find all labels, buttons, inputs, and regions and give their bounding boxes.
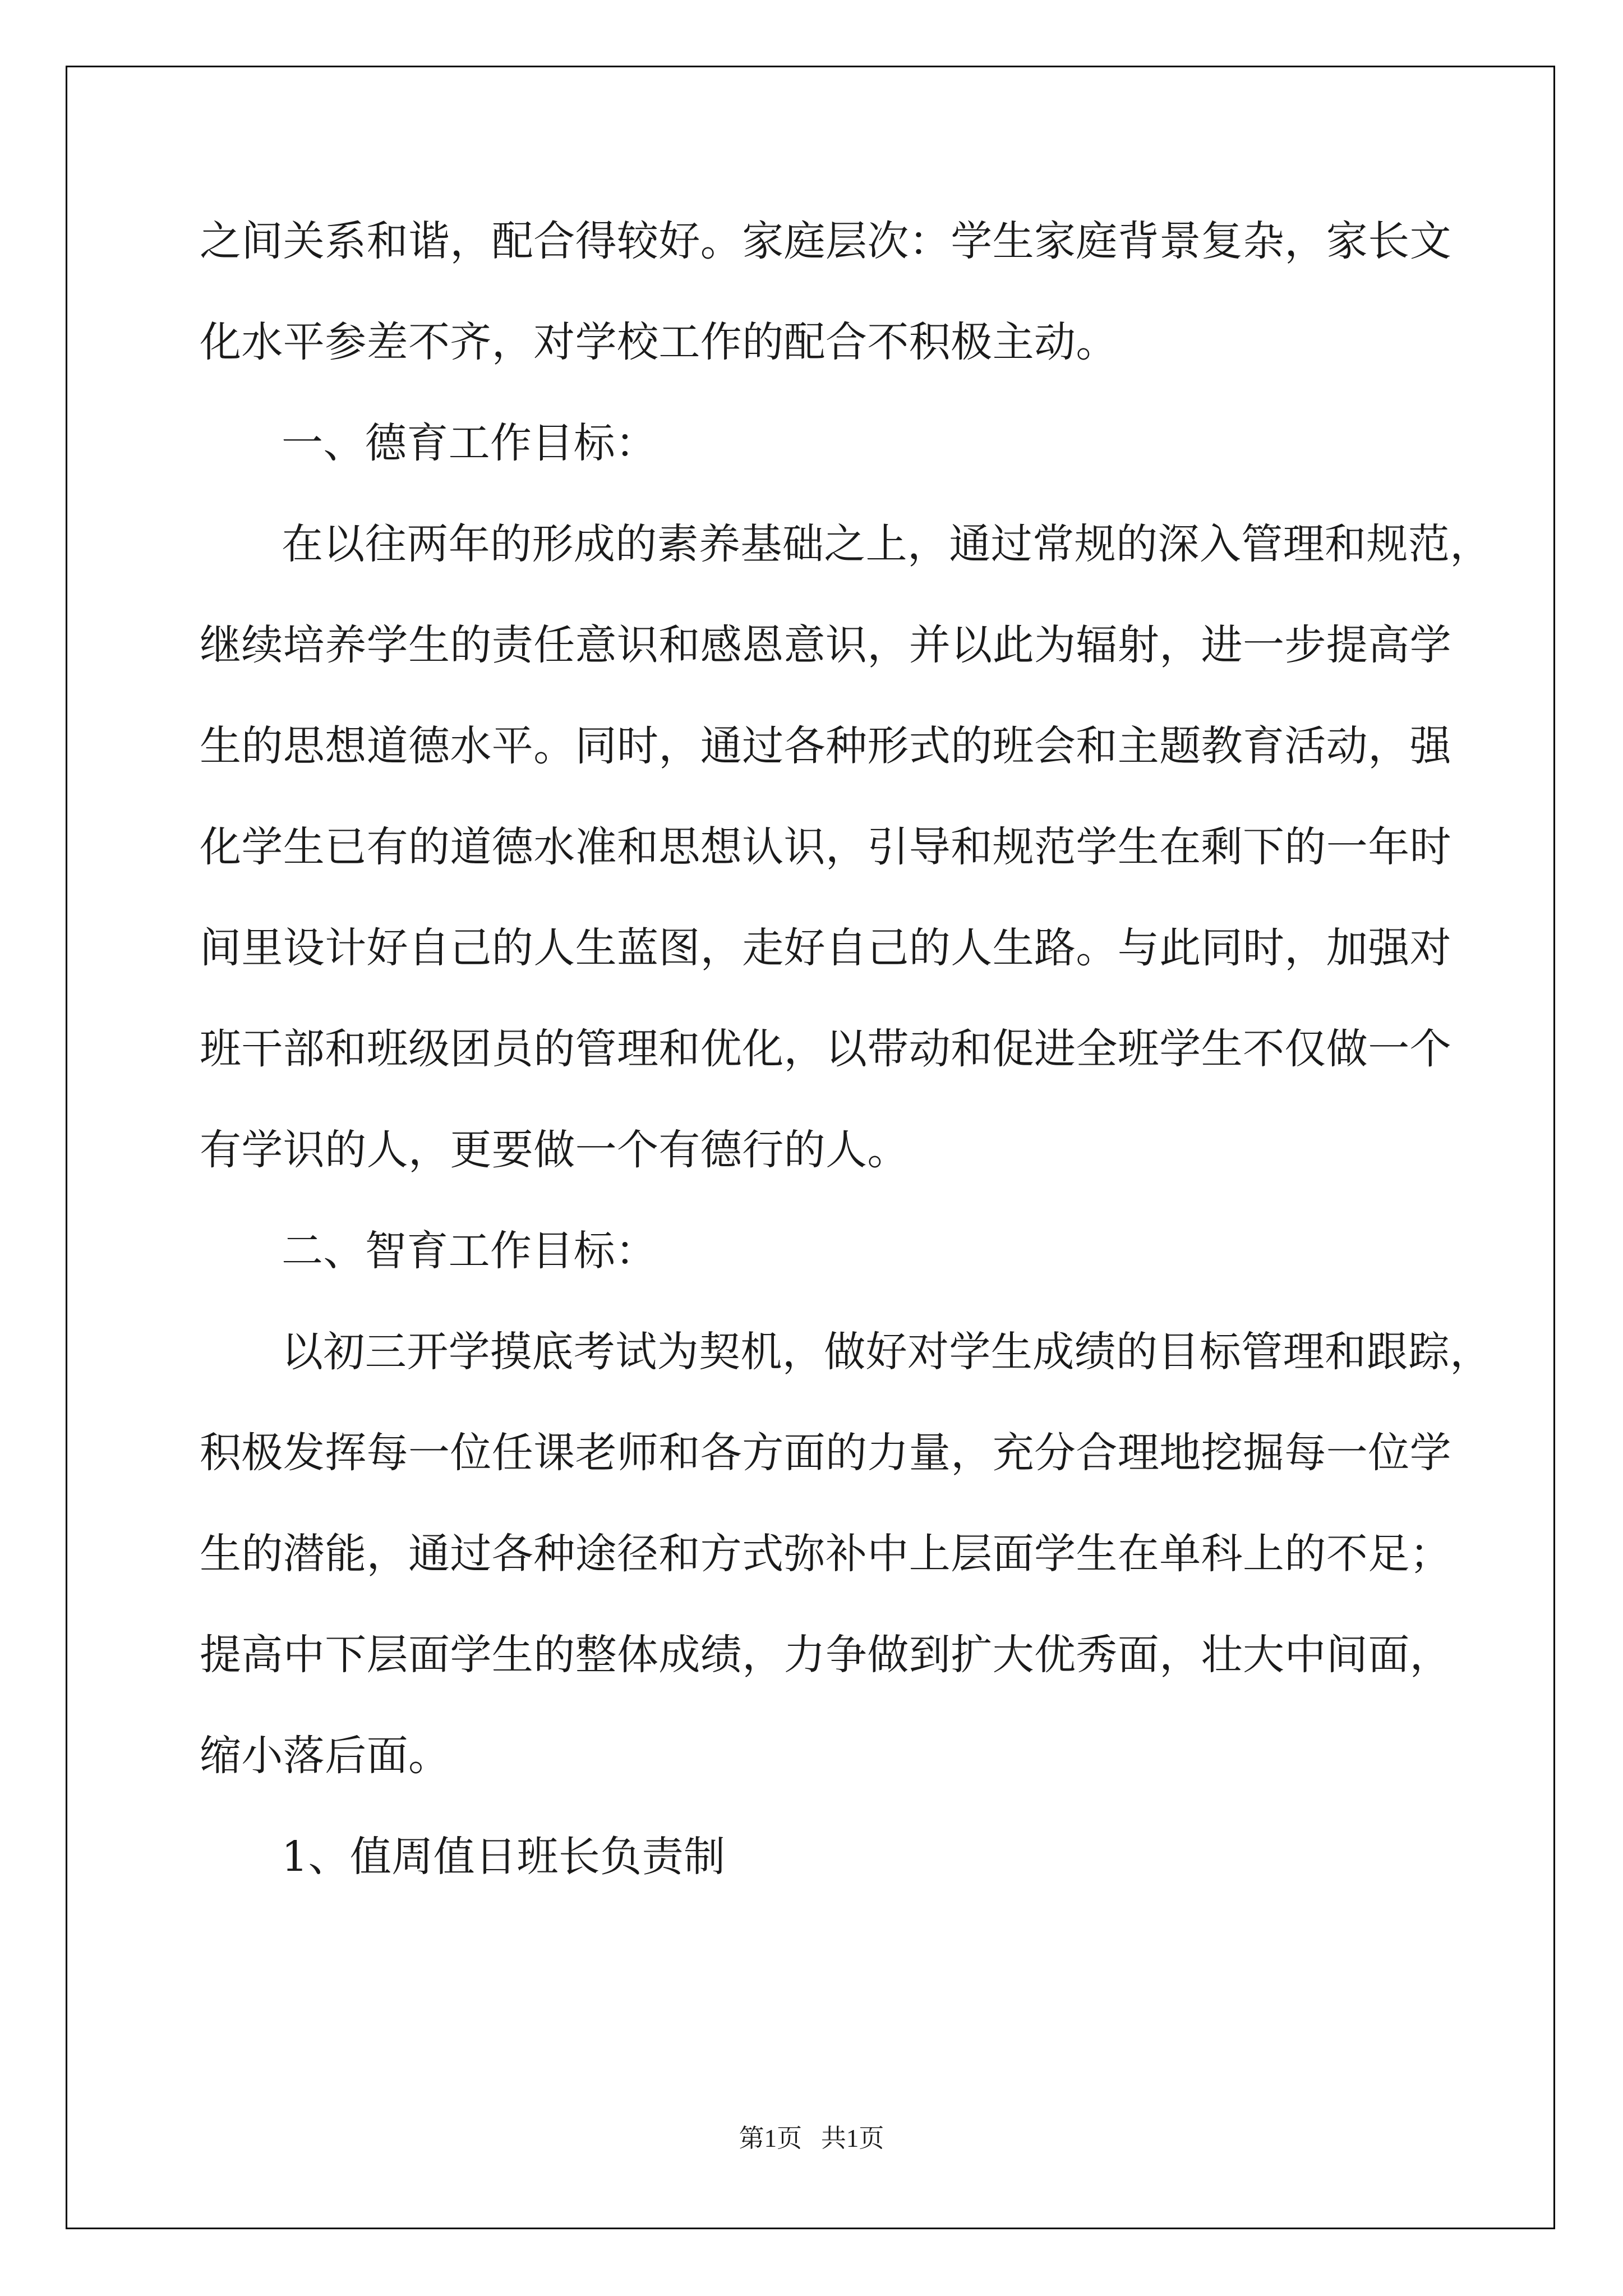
text-line: 间里设计好自己的人生蓝图，走好自己的人生路。与此同时，加强对 <box>200 924 1451 972</box>
text-line: 以初三开学摸底考试为契机，做好对学生成绩的目标管理和跟踪， <box>282 1328 1492 1376</box>
text-line: 生的潜能，通过各种途径和方式弥补中上层面学生在单科上的不足； <box>200 1530 1451 1578</box>
text-line: 缩小落后面。 <box>200 1732 450 1780</box>
text-line: 之间关系和谐，配合得较好。家庭层次：学生家庭背景复杂，家长文 <box>200 217 1451 265</box>
text-line: 生的思想道德水平。同时，通过各种形式的班会和主题教育活动，强 <box>200 722 1451 770</box>
text-line: 有学识的人，更要做一个有德行的人。 <box>200 1126 909 1174</box>
text-line: 化学生已有的道德水准和思想认识，引导和规范学生在剩下的一年时 <box>200 823 1451 871</box>
text-line: 继续培养学生的责任意识和感恩意识，并以此为辐射，进一步提高学 <box>200 621 1451 669</box>
text-line: 积极发挥每一位任课老师和各方面的力量，充分合理地挖掘每一位学 <box>200 1429 1451 1477</box>
page-number-footer: 第1页 共1页 <box>739 2124 884 2152</box>
text-line: 化水平参差不齐，对学校工作的配合不积极主动。 <box>200 318 1118 366</box>
section-heading: 二、智育工作目标： <box>282 1227 657 1275</box>
text-line: 班干部和班级团员的管理和优化，以带动和促进全班学生不仅做一个 <box>200 1025 1451 1073</box>
list-item-heading: 1、值周值日班长负责制 <box>282 1833 726 1881</box>
section-heading: 一、德育工作目标： <box>282 419 657 467</box>
text-line: 提高中下层面学生的整体成绩，力争做到扩大优秀面，壮大中间面， <box>200 1631 1451 1679</box>
text-line: 在以往两年的形成的素养基础之上，通过常规的深入管理和规范， <box>282 520 1492 568</box>
